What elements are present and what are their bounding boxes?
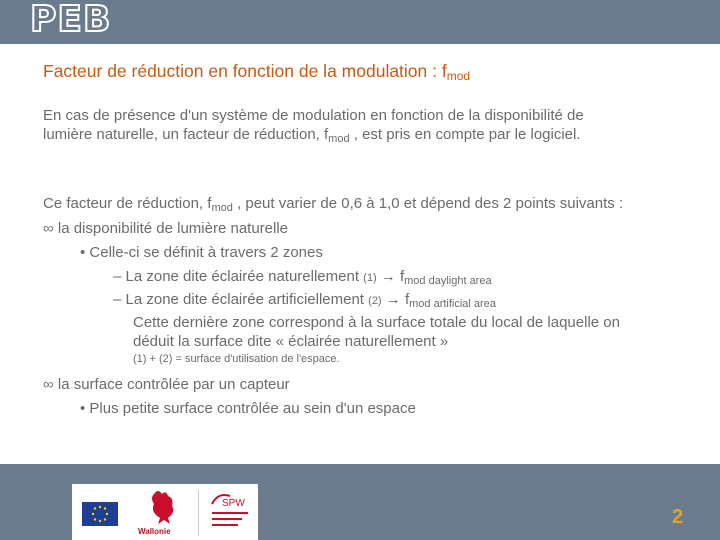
para2-subscript: mod [211,202,233,214]
infinity-bullet-icon: ∞ [43,220,58,237]
wallonie-label: Wallonie [138,527,171,536]
point2-sub-bullet [80,399,416,418]
para2 [43,194,623,218]
zone1-num: (1) [363,272,377,284]
arrow-icon: → [381,291,401,308]
infinity-bullet-icon: ∞ [43,376,58,393]
slide-title [43,61,470,83]
para1-line2-a: lumière naturelle, un facteur de réduction, f [43,126,329,143]
para1-subscript: mod [328,133,350,145]
point1-sub-bullet [80,243,323,262]
zone2-f: f [400,291,410,308]
zone2-sub: mod artificial area [409,298,496,310]
point1 [43,219,288,238]
zone2-text: La zone dite éclairée artificiellement [125,291,369,308]
spw-logo-icon [208,490,252,530]
peb-logo: PEB [30,0,112,40]
logo-separator [198,490,199,536]
footnote: (1) + (2) = surface d'utilisation de l'espace. [133,353,340,365]
para2-b: , peut varier de 0,6 à 1,0 et dépend des 2 points suivants : [232,195,624,212]
zone2-num: (2) [368,295,382,307]
zone2-line [113,290,496,314]
zone1-line [113,267,492,291]
para2-a: Ce facteur de réduction, f [43,195,212,212]
bullet-dot-icon: • [80,400,90,417]
zone1-text: La zone dite éclairée naturellement [125,268,364,285]
eu-flag-icon [82,502,118,526]
para1-line1: En cas de présence d'un système de modulation en fonction de la disponibilité de [43,107,584,124]
title-text: Facteur de réduction en fonction de la modulation : f [43,61,447,81]
point1-sub-bullet-text: Celle-ci se définit à travers 2 zones [89,244,323,261]
bullet-dot-icon: • [80,244,90,261]
point2-label: la surface contrôlée par un capteur [57,376,290,393]
svg-text:SPW: SPW [222,498,245,509]
zone1-sub: mod daylight area [404,275,492,287]
para1-line2 [43,125,581,149]
para1-line2-b: , est pris en compte par le logiciel. [349,126,581,143]
point2 [43,375,290,394]
arrow-icon: → [376,268,396,285]
footer-logos [72,484,258,540]
zone2-note-line1: Cette dernière zone correspond à la surface totale du local de laquelle on [133,314,620,331]
page-number: 2 [672,506,684,528]
title-subscript: mod [446,69,471,83]
walloon-rooster-icon [148,488,178,526]
dash-icon: – [113,291,126,308]
point1-label: la disponibilité de lumière naturelle [57,220,289,237]
zone2-note-line2: déduit la surface dite « éclairée naturellement » [133,333,449,350]
point2-sub-bullet-text: Plus petite surface contrôlée au sein d'un espace [89,400,416,417]
dash-icon: – [113,268,126,285]
zone1-f: f [395,268,405,285]
